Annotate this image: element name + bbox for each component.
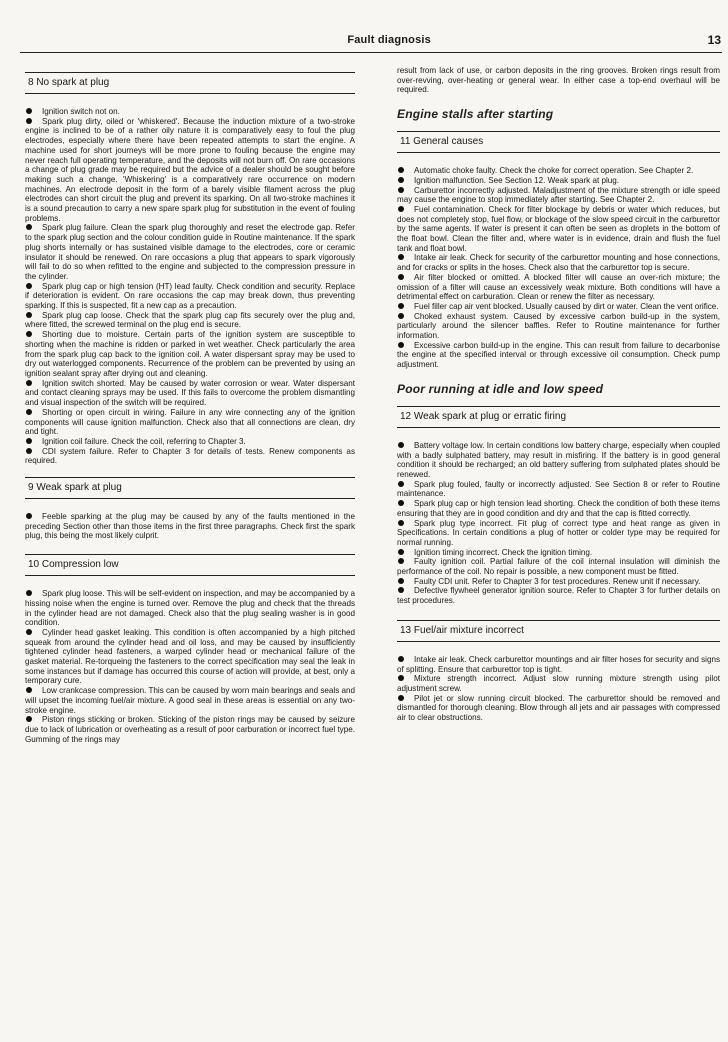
right-column [397, 66, 720, 723]
list-item: Ignition malfunction. See Section 12. Weak spark at plug. [397, 176, 720, 186]
bullet-icon [398, 342, 408, 348]
list-item: Ignition timing incorrect. Check the ignition timing. [397, 548, 720, 558]
list-item: Spark plug loose. This will be self-evident on inspection, and may be accompanied by a hissing noise when the engine is turned over. Remove the plug and check that the threads in the cylinder head are not damaged. Check also that the plug sealing washer is in good condition. [25, 589, 355, 628]
list-item: Intake air leak. Check carburettor mountings and air filter hoses for security and signs of splitting. Ensure that carburettor top is tight. [397, 654, 720, 674]
section-13-body [397, 655, 720, 723]
bullet-icon [398, 549, 408, 555]
list-item: Spark plug dirty, oiled or 'whiskered'. Because the induction mixture of a two-stroke engine is inclined to be of a rather oily nature it is comparatively easy to foul the plug electrodes, especially where there have been repeated attempts to start the engine. A machine used for short journeys will be more prone to fouling because the engine may never reach full operating temperature, and the deposits will not burn off. On rare occasions a change of plug grade may be required but the advice of a dealer should be sought before making such a change. 'Whiskering' is a comparatively rare occurrence on modern machines. An electrode deposit in the form of a barely visible filament across the plug electrodes can short circuit the plug and prevent its sparking. On all two-stroke machines it is a sound precaution to carry a new spare spark plug for substitution in the event of fouling problems. [25, 116, 355, 223]
poor-running-heading: Poor running at idle and low speed [397, 381, 604, 396]
bullet-icon [26, 331, 36, 337]
bullet-icon [26, 513, 36, 519]
bullet-icon [398, 303, 408, 309]
list-item: Choked exhaust system. Caused by excessive carbon build-up in the system, particularly around the silencer baffles. Refer to Routine maintenance for further information. [397, 311, 720, 341]
left-column [25, 66, 355, 744]
bullet-icon [398, 481, 408, 487]
section-13-heading: 13 Fuel/air mixture incorrect [397, 620, 720, 642]
list-item: Mixture strength incorrect. Adjust slow running mixture strength using pilot adjustment screw. [397, 674, 720, 693]
list-item: CDI system failure. Refer to Chapter 3 for details of tests. Renew components as required. [25, 446, 355, 466]
bullet-icon [398, 206, 408, 212]
section-10-heading: 10 Compression low [25, 554, 355, 576]
list-item: Fuel filler cap air vent blocked. Usually caused by dirt or water. Clean the vent orifice. [397, 302, 720, 312]
bullet-icon [398, 254, 408, 260]
bullet-icon [26, 687, 36, 693]
bullet-icon [398, 656, 408, 662]
list-item: Faulty CDI unit. Refer to Chapter 3 for test procedures. Renew unit if necessary. [397, 577, 720, 587]
bullet-icon [398, 558, 408, 564]
section-11-body [397, 166, 720, 370]
page-number: 13 [707, 33, 721, 47]
list-item: Excessive carbon build-up in the engine. This can result from failure to decarbonise the engine at the specified interval or through excessive oil consumption. Check pump adjustment. [397, 340, 720, 370]
header-rule [20, 52, 722, 53]
bullet-icon [398, 274, 408, 280]
section-12-body [397, 441, 720, 606]
list-item: Defective flywheel generator ignition source. Refer to Chapter 3 for further details on test procedures. [397, 586, 720, 606]
list-item: Intake air leak. Check for security of the carburettor mounting and hose connections, and for cracks or splits in the hoses. Check also that the carburettor top is secure. [397, 253, 720, 273]
bullet-icon [26, 118, 36, 124]
section-9-body [25, 512, 355, 541]
list-item: Spark plug fouled, faulty or incorrectly adjusted. See Section 8 or refer to Routine maintenance. [397, 479, 720, 499]
page-header [0, 0, 728, 54]
bullet-icon [398, 167, 408, 173]
bullet-icon [398, 675, 408, 681]
list-item: Air filter blocked or omitted. A blocked filter will cause an over-rich mixture; the omission of a filter will cause an excessively weak mixture. Both conditions will have a detrimental effect on carburation. Clean or renew the filter as necessary. [397, 272, 720, 302]
bullet-icon [26, 283, 36, 289]
section-8-body [25, 107, 355, 466]
list-item: Low crankcase compression. This can be caused by worn main bearings and seals and will upset the incoming fuel/air mixture. A good seal in these areas is essential on any two-stroke engine. [25, 686, 355, 715]
bullet-icon [398, 187, 408, 193]
list-item: Feeble sparking at the plug may be caused by any of the faults mentioned in the preceding Section other than those items in the first three paragraphs. Check first the spark plug, this being the most likely culprit. [25, 512, 355, 541]
bullet-icon [398, 442, 408, 448]
bullet-icon [26, 590, 36, 596]
bullet-icon [398, 695, 408, 701]
list-item: Spark plug cap or high tension lead shorting. Check the condition of both these items ensuring that they are in good condition and dry and that the cap is fitted correctly. [397, 499, 720, 518]
bullet-icon [398, 587, 408, 593]
section-12-heading: 12 Weak spark at plug or erratic firing [397, 406, 720, 428]
list-item: Faulty ignition coil. Partial failure of the coil internal insulation will diminish the performance of the coil. No repair is possible, a new component must be fitted. [397, 557, 720, 577]
bullet-icon [26, 380, 36, 386]
section-9-heading: 9 Weak spark at plug [25, 477, 355, 499]
list-item: Shorting due to moisture. Certain parts of the ignition system are susceptible to shorting when the machine is ridden or parked in wet weather. Check particularly the area from the spark plug cap back to the ignition coil. A water dispersant spray may be used to dry out waterlogged components. Recurrence of the problem can be prevented by using an ignition sealant spray after drying out and cleaning. [25, 330, 355, 378]
bullet-icon [26, 312, 36, 318]
list-item: Spark plug failure. Clean the spark plug thoroughly and reset the electrode gap. Refer to the spark plug section and the colour condition guide in Routine maintenance. If the spark plug shorts internally or has sustained visible damage to the electrodes, core or ceramic insulator it should be renewed. On rare occasions a plug that appears to spark vigorously will fail to do so when refitted to the engine and subjected to the compression pressure in the cylinder. [25, 223, 355, 281]
list-item: Carburettor incorrectly adjusted. Maladjustment of the mixture strength or idle speed may cause the engine to stop immediately after starting. See Chapter 2. [397, 185, 720, 205]
bullet-icon [26, 629, 36, 635]
bullet-icon [26, 224, 36, 230]
list-item: Spark plug type incorrect. Fit plug of correct type and heat range as given in Specifications. In certain conditions a plug of hotter or colder type may be required for normal running. [397, 518, 720, 547]
list-item: Cylinder head gasket leaking. This condition is often accompanied by a high pitched squeak from around the cylinder head and oil loss, and may be caused by insufficiently tightened cylinder head fasteners, a warped cylinder head or mechanical failure of the gasket material. Re-torqueing the fasteners to the correct specification may seal the leak in some instances but if damage has occurred this course of action will provide, at best, only a temporary cure. [25, 627, 355, 686]
section-8-heading: 8 No spark at plug [25, 72, 355, 94]
bullet-icon [398, 177, 408, 183]
bullet-icon [398, 500, 408, 506]
list-item: Piston rings sticking or broken. Sticking of the piston rings may be caused by seizure due to lack of lubrication or overheating as a result of poor carburation or incorrect fuel type. Gumming of the rings may [25, 715, 355, 744]
bullet-icon [398, 520, 408, 526]
running-header-title: Fault diagnosis [347, 34, 431, 46]
bullet-icon [398, 578, 408, 584]
bullet-icon [26, 438, 36, 444]
list-item: Battery voltage low. In certain conditions low battery charge, especially when coupled with a badly sulphated battery, may result in misfiring. If the battery is in good general condition it should be recharged; an old battery suffering from sulphated plates should be renewed. [397, 440, 720, 479]
list-item: Spark plug cap loose. Check that the spark plug cap fits securely over the plug and, where fitted, the screwed terminal on the plug end is secure. [25, 310, 355, 330]
list-item: Shorting or open circuit in wiring. Failure in any wire connecting any of the ignition components will cause ignition malfunction. Check also that all connections are clean, dry and tight. [25, 407, 355, 437]
list-item: Pilot jet or slow running circuit blocked. The carburettor should be removed and dismantled for thorough cleaning. Blow through all jets and air passages with compressed air to clear obstructions. [397, 693, 720, 723]
section-10-continuation: result from lack of use, or carbon deposits in the ring grooves. Broken rings result from over-revving, over-heating or general wear. In either case a top-end overhaul will be required. [397, 66, 720, 95]
list-item: Ignition switch shorted. May be caused by water corrosion or wear. Water dispersant and contact cleaning sprays may be used. If this fails to overcome the problem dismantling and visual inspection of the switch will be required. [25, 378, 355, 408]
engine-stalls-heading: Engine stalls after starting [397, 107, 554, 122]
list-item: Ignition switch not on. [25, 107, 355, 117]
list-item: Fuel contamination. Check for filter blockage by debris or water which reduces, but does not completely stop, fuel flow, or blockage of the slow speed circuit in the carburettor by the same agents. If water is present it can often be seen as droplets in the bottom of the float bowl. Clean the filter and, where water is in evidence, drain and flush the fuel tank and float bowl. [397, 204, 720, 253]
section-10-body [25, 589, 355, 744]
list-item: Ignition coil failure. Check the coil, referring to Chapter 3. [25, 437, 355, 447]
bullet-icon [26, 409, 36, 415]
section-11-heading: 11 General causes [397, 131, 720, 153]
list-item: Spark plug cap or high tension (HT) lead faulty. Check condition and security. Replace if deterioration is evident. On rare occasions the cap may break down, thus preventing sparking. If this is suspected, fit a new cap as a precaution. [25, 281, 355, 311]
bullet-icon [26, 716, 36, 722]
bullet-icon [26, 448, 36, 454]
bullet-icon [398, 313, 408, 319]
bullet-icon [26, 108, 36, 114]
list-item: Automatic choke faulty. Check the choke for correct operation. See Chapter 2. [397, 166, 720, 176]
